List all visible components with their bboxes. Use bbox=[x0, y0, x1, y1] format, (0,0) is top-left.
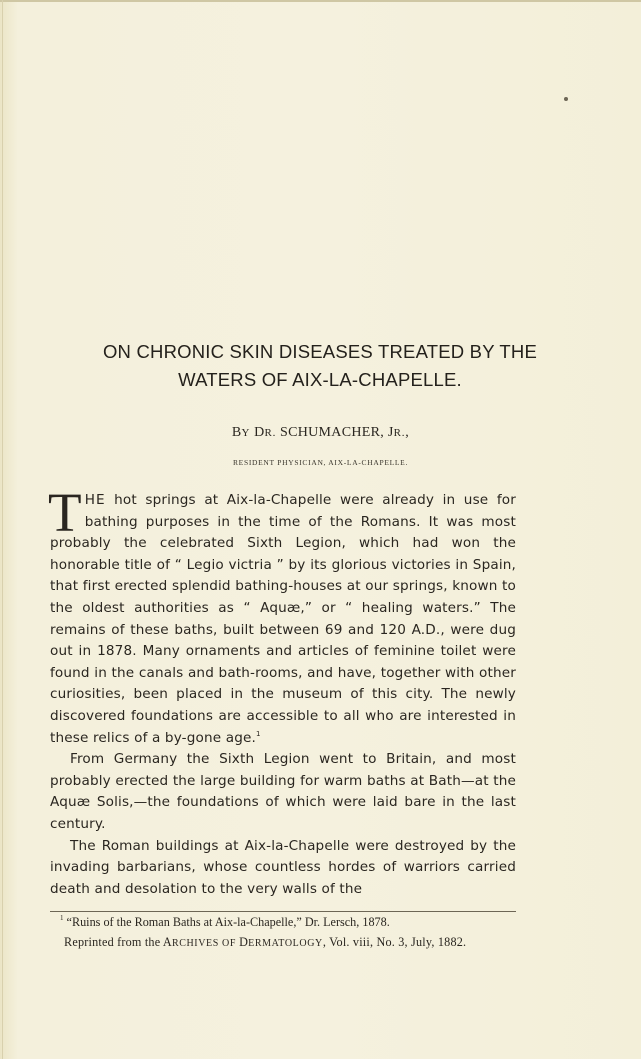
ink-speck bbox=[564, 97, 568, 101]
article-title bbox=[30, 338, 610, 394]
footnote-reference: 1 bbox=[255, 729, 261, 738]
title-line-2: WATERS OF AIX-LA-CHAPELLE. bbox=[178, 369, 462, 390]
article-body bbox=[48, 482, 516, 900]
paragraph-2: From Germany the Sixth Legion went to Britain, and most probably erected the large building for warm baths at Bath—at the Aquæ Solis,—the foundations of which were laid bare in the last century. bbox=[50, 751, 516, 832]
author-byline: BY DR. SCHUMACHER, JR., bbox=[231, 425, 410, 440]
title-line-1: ON CHRONIC SKIN DISEASES TREATED BY THE bbox=[102, 341, 538, 362]
footnote: $^1$ “Ruins of the Roman Baths at Aix-la-Chapelle,” Dr. Lersch, 1878. bbox=[60, 914, 390, 929]
page-top-edge bbox=[0, 0, 641, 2]
footnote-block bbox=[50, 912, 516, 954]
paragraph-3: The Roman buildings at Aix-la-Chapelle were destroyed by the invading barbarians, whose countless hordes of warriors carried death and desolation to the very walls of the bbox=[50, 837, 516, 897]
drop-cap: T bbox=[48, 482, 82, 543]
reprint-notice: Reprinted from the ARCHIVES OF DERMATOLOGY, Vol. viii, No. 3, July, 1882. bbox=[64, 935, 467, 949]
page-left-edge bbox=[2, 0, 3, 1059]
paragraph-1: THE hot springs at Aix-la-Chapelle were already in use for bathing purposes in the time of the Romans. It was most probably the celebrated Sixth Legion, which had won the honorable title of “ Legio victria ” by its glorious victories in Spain, that first erected splendid bathing-houses at our springs, known to the oldest authorities as “ Aquæ,” or “ healing waters.” The remains of these baths, built between 69 and 120 A.D., were dug out in 1878. Many ornaments and articles of feminine toilet were found in the canals and bath-rooms, and have, together with other curiosities, been placed in the museum of this city. The newly discovered foundations are accessible to all who are interested in these relics of a by-gone age.$^1$ bbox=[48, 482, 516, 746]
author-affiliation: RESIDENT PHYSICIAN, AIX-LA-CHAPELLE. bbox=[232, 458, 409, 467]
